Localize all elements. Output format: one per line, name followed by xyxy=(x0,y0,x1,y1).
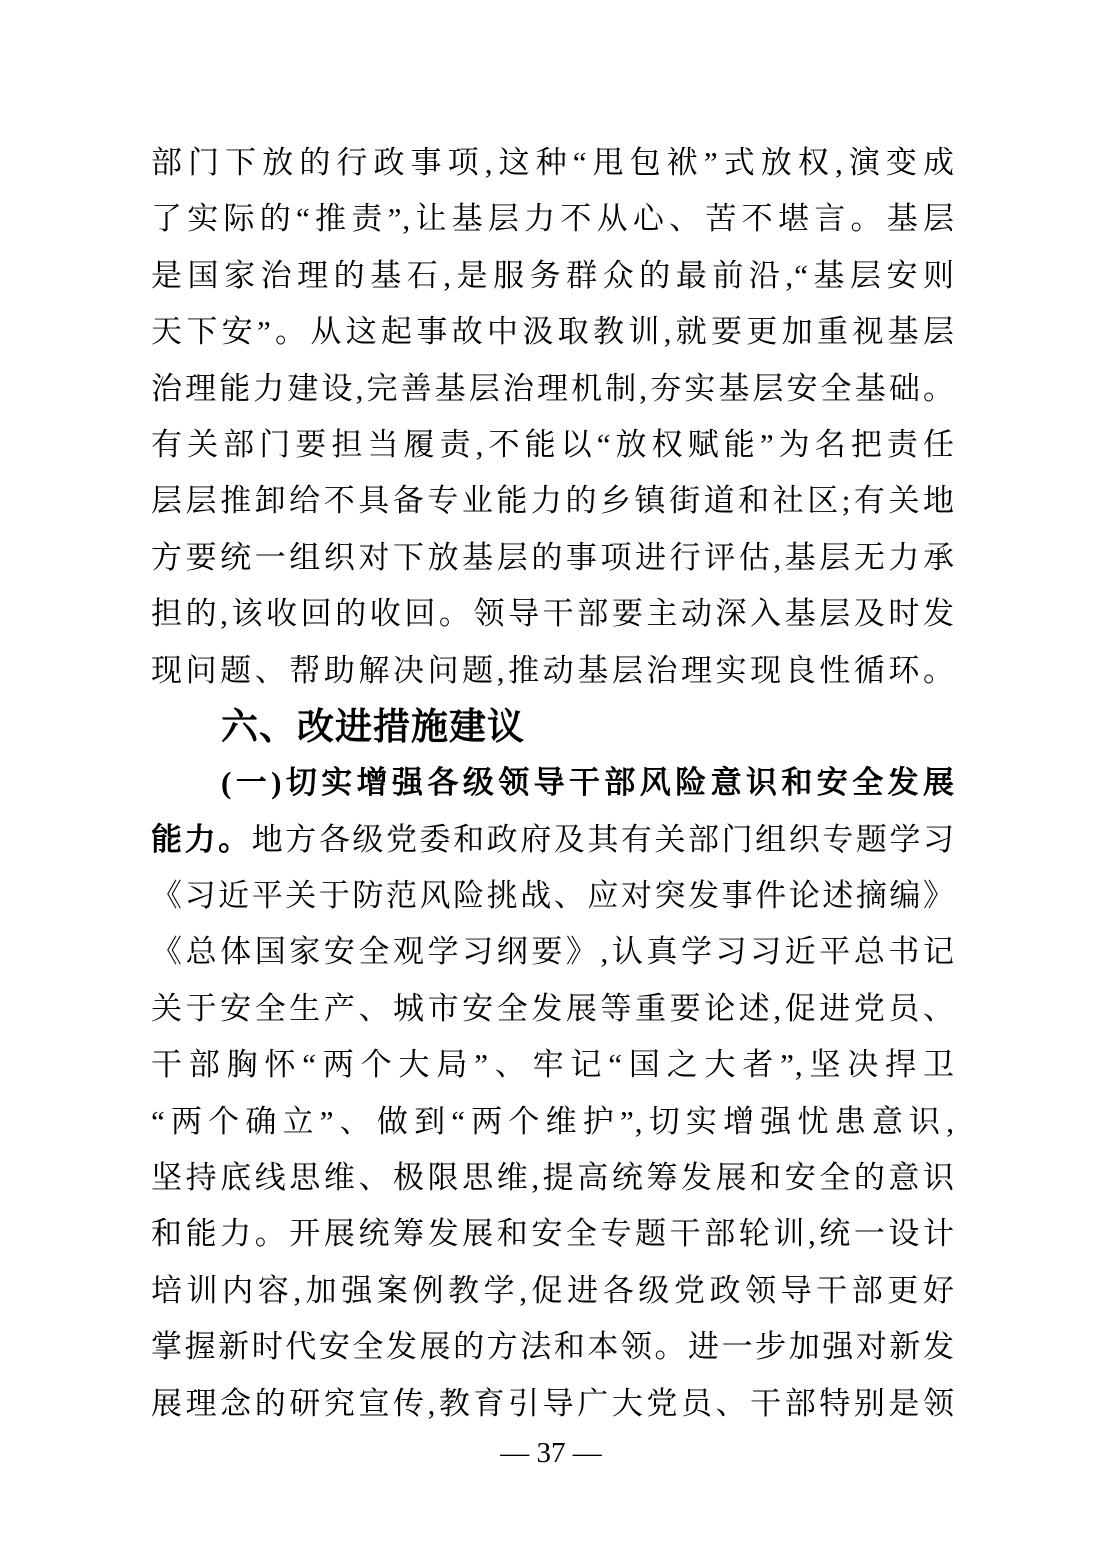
text-segment: 六、改进措施建议 xyxy=(221,705,525,747)
text-segment: 《习近平关于防范风险挑战、应对突发事件论述摘编》 xyxy=(151,878,955,914)
text-segment: (一)切实增强各级领导干部风险意识和安全发展 xyxy=(221,765,955,801)
text-segment: “两个确立”、做到“两个维护”,切实增强忧患意识, xyxy=(151,1103,955,1139)
text-segment: 部门下放的行政事项,这种“甩包袱”式放权,演变成 xyxy=(151,145,955,180)
text-line xyxy=(151,1263,955,1319)
text-line xyxy=(151,135,955,191)
text-line xyxy=(151,1206,955,1262)
text-line xyxy=(151,417,955,473)
text-segment: 层层推卸给不具备专业能力的乡镇街道和社区;有关地 xyxy=(151,483,955,519)
text-line xyxy=(151,924,955,980)
text-line xyxy=(151,1376,955,1432)
text-segment: 和能力。开展统筹发展和安全专题干部轮训,统一设计 xyxy=(151,1216,955,1252)
text-segment: 关于安全生产、城市安全发展等重要论述,促进党员、 xyxy=(151,990,955,1026)
text-line xyxy=(151,1094,955,1150)
text-segment: 有关部门要担当履责,不能以“放权赋能”为名把责任 xyxy=(151,426,955,462)
subsection-heading-line xyxy=(151,755,955,811)
page-number: — 37 — xyxy=(500,1437,602,1469)
text-line xyxy=(151,530,955,586)
text-segment: 是国家治理的基石,是服务群众的最前沿,“基层安则 xyxy=(151,257,955,293)
text-line xyxy=(151,304,955,360)
text-segment: 展理念的研究宣传,教育引导广大党员、干部特别是领 xyxy=(151,1385,955,1421)
text-segment: 担的,该收回的收回。领导干部要主动深入基层及时发 xyxy=(151,596,955,632)
text-line xyxy=(151,643,955,699)
text-segment: 干部胸怀“两个大局”、牢记“国之大者”,坚决捍卫 xyxy=(151,1047,955,1083)
text-segment: 掌握新时代安全发展的方法和本领。进一步加强对新发 xyxy=(151,1329,955,1365)
text-segment: 治理能力建设,完善基层治理机制,夯实基层安全基础。 xyxy=(151,370,955,406)
text-line xyxy=(151,812,955,868)
text-segment: 坚持底线思维、极限思维,提高统筹发展和安全的意识 xyxy=(151,1160,955,1196)
section-heading-line xyxy=(151,699,955,755)
document-body xyxy=(151,135,955,1432)
text-line xyxy=(151,361,955,417)
text-line xyxy=(151,473,955,529)
text-line xyxy=(151,191,955,247)
text-segment: 天下安”。从这起事故中汲取教训,就要更加重视基层 xyxy=(151,314,955,350)
text-segment: 能力。 xyxy=(151,821,252,857)
text-segment: 培训内容,加强案例教学,促进各级党政领导干部更好 xyxy=(151,1272,955,1308)
text-segment: 《总体国家安全观学习纲要》,认真学习习近平总书记 xyxy=(151,934,955,970)
text-line xyxy=(151,1319,955,1375)
text-line xyxy=(151,1037,955,1093)
text-segment: 方要统一组织对下放基层的事项进行评估,基层无力承 xyxy=(151,539,955,575)
text-line xyxy=(151,981,955,1037)
text-segment: 现问题、帮助解决问题,推动基层治理实现良性循环。 xyxy=(151,652,955,688)
text-segment: 了实际的“推责”,让基层力不从心、苦不堪言。基层 xyxy=(151,201,955,237)
text-line xyxy=(151,248,955,304)
text-line xyxy=(151,586,955,642)
text-line xyxy=(151,868,955,924)
text-line xyxy=(151,1150,955,1206)
text-segment: 地方各级党委和政府及其有关部门组织专题学习 xyxy=(251,821,955,857)
